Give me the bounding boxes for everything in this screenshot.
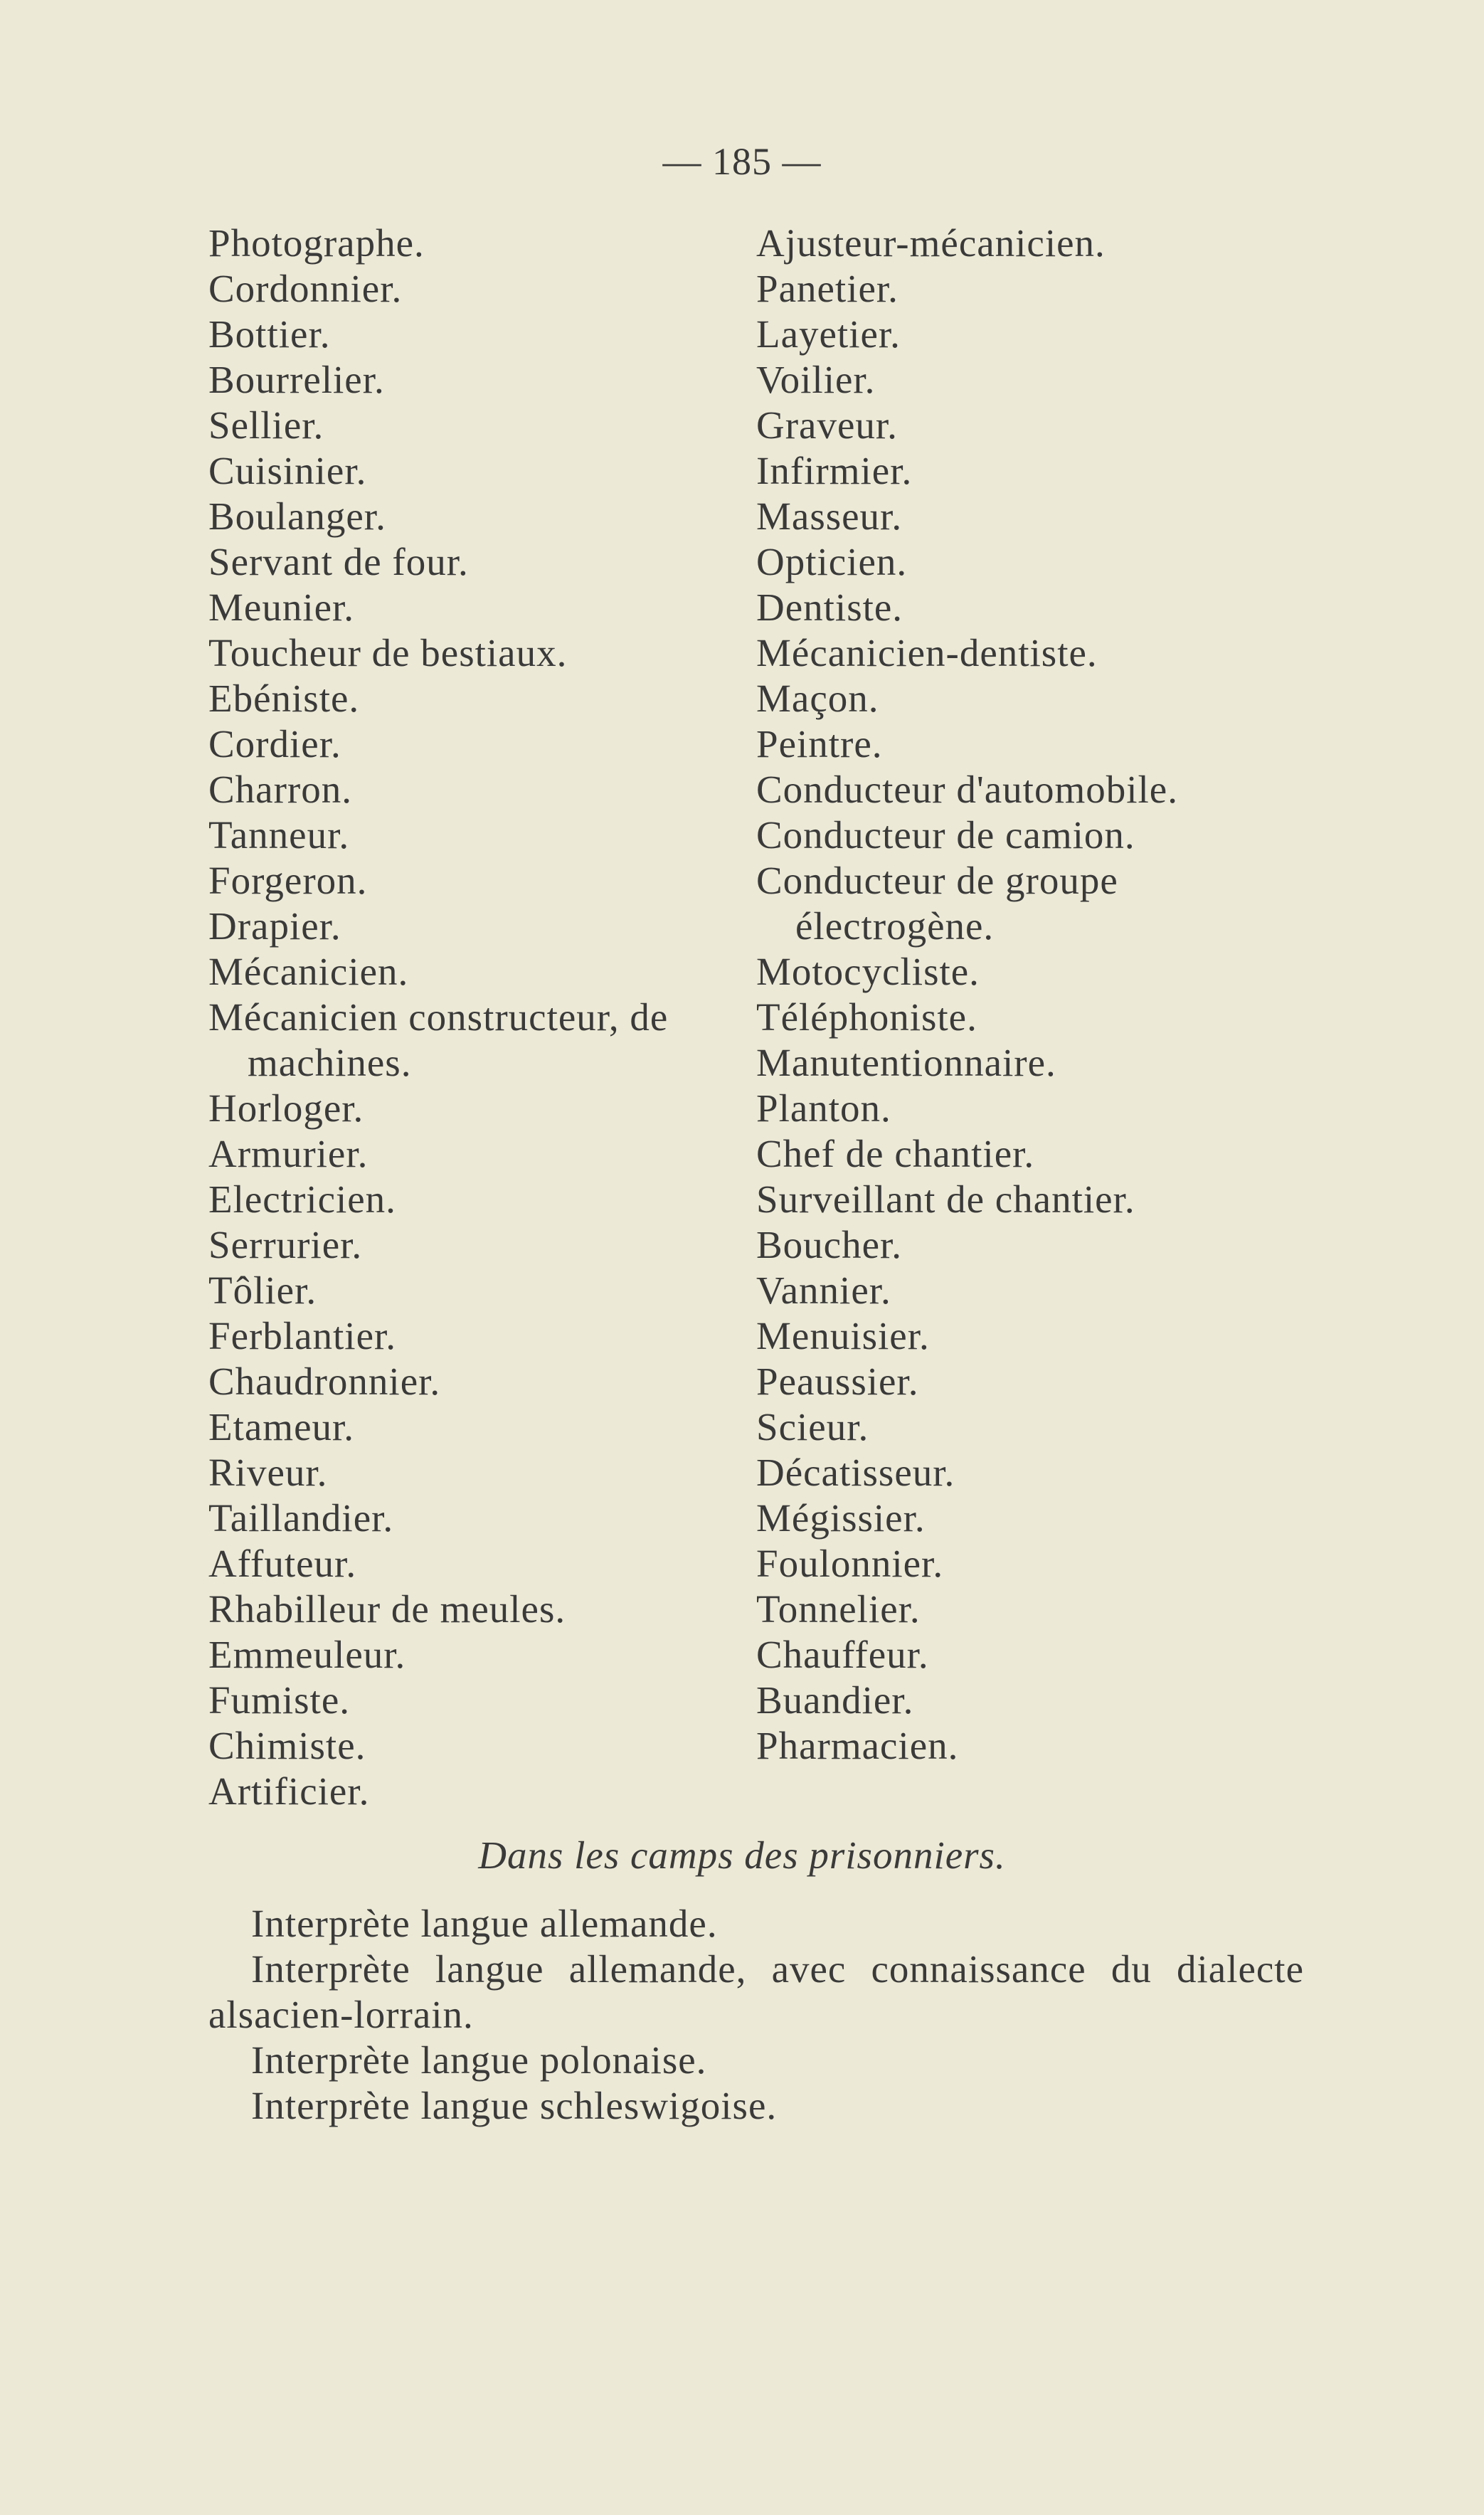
list-item: Photographe. bbox=[208, 221, 425, 265]
list-item: Cordonnier. bbox=[208, 267, 403, 310]
list-item: Etameur. bbox=[208, 1405, 355, 1449]
list-item: Motocycliste. bbox=[756, 950, 980, 993]
list-item: Electricien. bbox=[208, 1177, 396, 1221]
interpreter-paragraphs bbox=[208, 1901, 1304, 2129]
list-item: Dentiste. bbox=[756, 586, 903, 629]
list-item: Forgeron. bbox=[208, 859, 368, 902]
list-item: Fumiste. bbox=[208, 1678, 350, 1722]
list-item: Graveur. bbox=[756, 403, 898, 447]
list-item: Tonnelier. bbox=[756, 1587, 921, 1631]
list-item: Artificier. bbox=[208, 1769, 370, 1813]
list-item: Affuteur. bbox=[208, 1542, 357, 1585]
list-item: Layetier. bbox=[756, 312, 901, 356]
list-item: Conducteur d'automobile. bbox=[756, 768, 1178, 811]
list-item: Taillandier. bbox=[208, 1496, 394, 1540]
list-item: Masseur. bbox=[756, 494, 903, 538]
list-item: Boucher. bbox=[756, 1223, 903, 1266]
list-item: Meunier. bbox=[208, 586, 355, 629]
list-item: Bourrelier. bbox=[208, 358, 385, 401]
list-item: Mécanicien-dentiste. bbox=[756, 631, 1098, 674]
list-item: Rhabilleur de meules. bbox=[208, 1587, 566, 1631]
left-column-list bbox=[208, 221, 735, 1814]
list-item: Cordier. bbox=[208, 722, 341, 766]
list-item: Scieur. bbox=[756, 1405, 869, 1449]
paragraph: Interprète langue allemande, avec connaissance du dialecte alsacien-lorrain. bbox=[208, 1947, 1304, 2036]
list-item: Menuisier. bbox=[756, 1314, 930, 1357]
list-item: Buandier. bbox=[756, 1678, 914, 1722]
list-item: Panetier. bbox=[756, 267, 899, 310]
list-item: Conducteur de groupe électrogène. bbox=[756, 859, 1118, 948]
list-item: Serrurier. bbox=[208, 1223, 363, 1266]
right-column-list bbox=[756, 221, 1325, 1769]
list-item: Ferblantier. bbox=[208, 1314, 397, 1357]
list-item: Mécanicien constructeur, de machines. bbox=[208, 995, 669, 1084]
list-item: Infirmier. bbox=[756, 449, 913, 492]
list-item: Tôlier. bbox=[208, 1269, 317, 1312]
list-item: Toucheur de bestiaux. bbox=[208, 631, 568, 674]
list-item: Téléphoniste. bbox=[756, 995, 977, 1039]
list-item: Cuisinier. bbox=[208, 449, 367, 492]
list-item: Pharmacien. bbox=[756, 1724, 959, 1767]
list-item: Foulonnier. bbox=[756, 1542, 944, 1585]
list-item: Surveillant de chantier. bbox=[756, 1177, 1135, 1221]
page-number: — 185 — bbox=[662, 140, 822, 183]
list-item: Servant de four. bbox=[208, 540, 469, 583]
list-item: Manutentionnaire. bbox=[756, 1041, 1056, 1084]
list-item: Conducteur de camion. bbox=[756, 813, 1135, 857]
paragraph: Interprète langue polonaise. bbox=[251, 2038, 707, 2082]
list-item: Mécanicien. bbox=[208, 950, 409, 993]
list-item: Planton. bbox=[756, 1086, 891, 1130]
list-item: Maçon. bbox=[756, 677, 879, 720]
list-item: Drapier. bbox=[208, 904, 341, 948]
list-item: Emmeuleur. bbox=[208, 1633, 406, 1676]
paragraph: Interprète langue allemande. bbox=[251, 1902, 718, 1945]
list-item: Boulanger. bbox=[208, 494, 386, 538]
list-item: Chimiste. bbox=[208, 1724, 366, 1767]
list-item: Voilier. bbox=[756, 358, 876, 401]
list-item: Ebéniste. bbox=[208, 677, 360, 720]
list-item: Bottier. bbox=[208, 312, 331, 356]
list-item: Riveur. bbox=[208, 1451, 328, 1494]
list-item: Charron. bbox=[208, 768, 352, 811]
list-item: Chauffeur. bbox=[756, 1633, 929, 1676]
list-item: Peintre. bbox=[756, 722, 883, 766]
list-item: Chef de chantier. bbox=[756, 1132, 1035, 1175]
list-item: Tanneur. bbox=[208, 813, 350, 857]
list-item: Ajusteur-mécanicien. bbox=[756, 221, 1106, 265]
section-heading: Dans les camps des prisonniers. bbox=[478, 1833, 1006, 1877]
list-item: Sellier. bbox=[208, 403, 324, 447]
list-item: Opticien. bbox=[756, 540, 908, 583]
list-item: Peaussier. bbox=[756, 1360, 919, 1403]
list-item: Vannier. bbox=[756, 1269, 891, 1312]
list-item: Mégissier. bbox=[756, 1496, 926, 1540]
list-item: Horloger. bbox=[208, 1086, 364, 1130]
list-item: Chaudronnier. bbox=[208, 1360, 441, 1403]
list-item: Décatisseur. bbox=[756, 1451, 955, 1494]
list-item: Armurier. bbox=[208, 1132, 369, 1175]
paragraph: Interprète langue schleswigoise. bbox=[251, 2084, 778, 2127]
